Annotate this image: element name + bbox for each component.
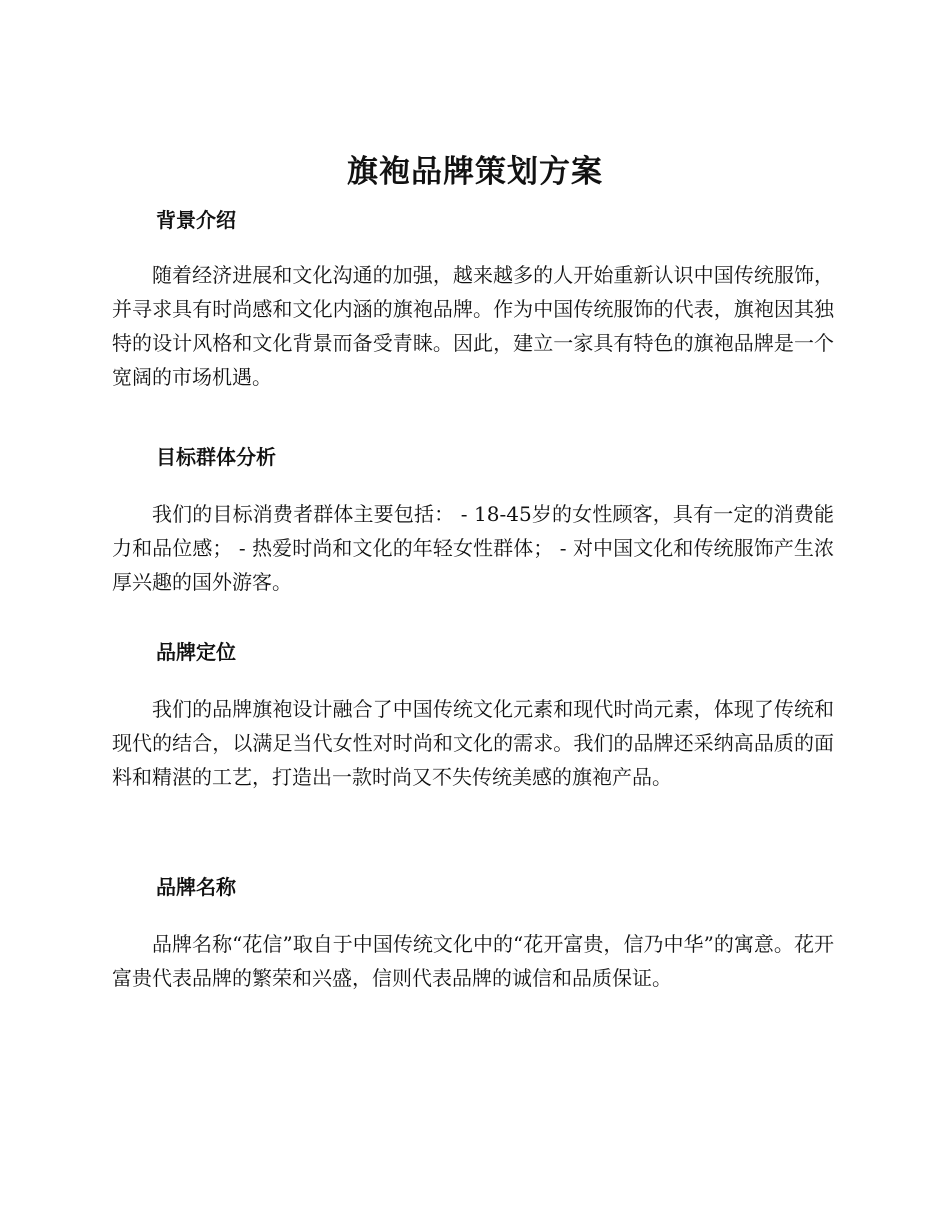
section-paragraph: 我们的目标消费者群体主要包括： - 18-45岁的女性顾客，具有一定的消费能力和品位感； - 热爱时尚和文化的年轻女性群体； - 对中国文化和传统服饰产生浓厚兴趣的国外游客。	[112, 502, 834, 594]
section-heading: 背景介绍	[156, 208, 236, 232]
section-paragraph: 我们的品牌旗袍设计融合了中国传统文化元素和现代时尚元素，体现了传统和现代的结合，以满足当代女性对时尚和文化的需求。我们的品牌还采纳高品质的面料和精湛的工艺，打造出一款时尚又不失传统美感的旗袍产品。	[112, 697, 834, 789]
document-title: 旗袍品牌策划方案	[347, 154, 603, 190]
section-heading: 品牌定位	[156, 640, 236, 664]
section-brand-name	[112, 873, 834, 995]
section-background	[112, 206, 834, 394]
section-paragraph: 随着经济进展和文化沟通的加强，越来越多的人开始重新认识中国传统服饰，并寻求具有时尚感和文化内涵的旗袍品牌。作为中国传统服饰的代表，旗袍因其独特的设计风格和文化背景而备受青睐。因此，建立一家具有特色的旗袍品牌是一个宽阔的市场机遇。	[112, 263, 834, 389]
section-paragraph: 品牌名称“花信”取自于中国传统文化中的“花开富贵，信乃中华”的寓意。花开富贵代表品牌的繁荣和兴盛，信则代表品牌的诚信和品质保证。	[112, 932, 834, 990]
section-target-audience	[112, 443, 834, 599]
section-heading: 目标群体分析	[156, 445, 276, 469]
section-heading: 品牌名称	[156, 875, 236, 899]
section-brand-positioning	[112, 638, 834, 794]
